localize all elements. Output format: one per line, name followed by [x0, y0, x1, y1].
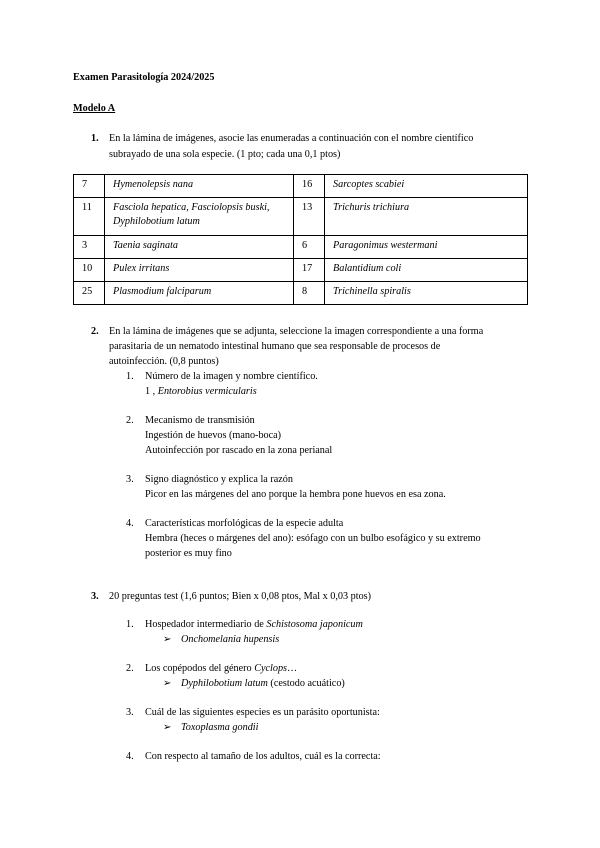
q3-item-number: 4. [126, 751, 134, 762]
arrow-bullet-icon: ➢ [163, 722, 172, 733]
q3-item-question: Con respecto al tamaño de los adultos, cuál es la correcta: [145, 751, 381, 762]
table-cell-number: 25 [74, 282, 105, 305]
question-species: Cyclops [254, 663, 288, 674]
question-text: … [287, 663, 298, 674]
question-species: Schistosoma japonicum [266, 619, 363, 630]
table-cell-number: 10 [74, 259, 105, 282]
q3-item-answer [163, 720, 258, 735]
table-cell-number: 17 [294, 259, 325, 282]
table-cell-species: Trichuris trichiura [325, 198, 528, 236]
q2-item-answer: Hembra (heces o márgenes del ano): esófago con un bulbo esofágico y su extremo [145, 533, 481, 544]
q2-item-number: 1. [126, 371, 134, 382]
table-cell-species [105, 198, 294, 236]
species-table [73, 174, 528, 305]
table-cell-species: Balantidium coli [325, 259, 528, 282]
table-cell-species: Hymenolepsis nana [105, 175, 294, 198]
q2-item-number: 4. [126, 518, 134, 529]
answer-species: Onchomelania hupensis [181, 634, 280, 645]
table-cell-species: Plasmodium falciparum [105, 282, 294, 305]
table-cell-number: 11 [74, 198, 105, 236]
q2-item-answer: Ingestión de huevos (mano-boca) [145, 430, 282, 441]
table-cell-species: Sarcoptes scabiei [325, 175, 528, 198]
answer-prefix: 1 , [145, 386, 158, 397]
q2-item-answer: Picor en las márgenes del ano porque la hembra pone huevos en esa zona. [145, 489, 446, 500]
q3-item-answer [163, 676, 345, 691]
q3-item-number: 2. [126, 663, 134, 674]
q3-item-question [145, 661, 297, 676]
answer-species: Toxoplasma gondii [181, 722, 259, 733]
question-text: Los copépodos del género [145, 663, 255, 674]
table-cell-species: Pulex irritans [105, 259, 294, 282]
table-cell-number: 6 [294, 236, 325, 259]
table-row [74, 198, 528, 236]
species-name: Fasciola hepatica, Fasciolopsis buski, [113, 202, 270, 213]
q3-text: 20 preguntas test (1,6 puntos; Bien x 0,08 ptos, Mal x 0,03 ptos) [109, 591, 372, 602]
table-cell-species: Taenia saginata [105, 236, 294, 259]
q3-number: 3. [91, 591, 99, 602]
answer-note: (cestodo acuático) [267, 678, 345, 689]
q3-item-answer [163, 632, 279, 647]
table-cell-species: Paragonimus westermani [325, 236, 528, 259]
table-row [74, 236, 528, 259]
q2-item-heading: Características morfológicas de la especie adulta [145, 518, 344, 529]
table-cell-number: 7 [74, 175, 105, 198]
q2-number: 2. [91, 326, 99, 337]
q2-text-line1: En la lámina de imágenes que se adjunta, seleccione la imagen correspondiente a una forma [109, 326, 484, 337]
species-name: Dyphilobotium latum [113, 216, 200, 227]
q2-item-answer [145, 384, 257, 399]
arrow-bullet-icon: ➢ [163, 678, 172, 689]
q2-item-heading: Número de la imagen y nombre científico. [145, 371, 318, 382]
q3-item-number: 1. [126, 619, 134, 630]
q2-item-number: 2. [126, 415, 134, 426]
exam-title: Examen Parasitología 2024/2025 [73, 72, 215, 83]
q2-item-answer: Autoinfección por rascado en la zona perianal [145, 445, 333, 456]
table-row [74, 282, 528, 305]
table-cell-number: 16 [294, 175, 325, 198]
arrow-bullet-icon: ➢ [163, 634, 172, 645]
q3-item-question: Cuál de las siguientes especies es un parásito oportunista: [145, 707, 380, 718]
q1-text-line2: subrayado de una sola especie. (1 pto; cada una 0,1 ptos) [109, 149, 341, 160]
q2-item-number: 3. [126, 474, 134, 485]
answer-species: Dyphilobotium latum [181, 678, 268, 689]
q2-text-line3: autoinfección. (0,8 puntos) [109, 356, 219, 367]
q2-text-line2: parasitaria de un nematodo intestinal humano que sea responsable de procesos de [109, 341, 441, 352]
model-label: Modelo A [73, 103, 116, 114]
answer-species: Entorobius vermicularis [157, 386, 257, 397]
table-row [74, 175, 528, 198]
table-cell-number: 3 [74, 236, 105, 259]
table-cell-number: 13 [294, 198, 325, 236]
q2-item-heading: Signo diagnóstico y explica la razón [145, 474, 293, 485]
question-text: Hospedador intermediario de [145, 619, 267, 630]
table-cell-species: Trichinella spiralis [325, 282, 528, 305]
q2-item-heading: Mecanismo de transmisión [145, 415, 255, 426]
table-cell-number: 8 [294, 282, 325, 305]
q2-item-answer: posterior es muy fino [145, 548, 232, 559]
table-row [74, 259, 528, 282]
q3-item-number: 3. [126, 707, 134, 718]
q3-item-question [145, 617, 363, 632]
q1-number: 1. [91, 133, 99, 144]
q1-text-line1: En la lámina de imágenes, asocie las enumeradas a continuación con el nombre científico [109, 133, 474, 144]
